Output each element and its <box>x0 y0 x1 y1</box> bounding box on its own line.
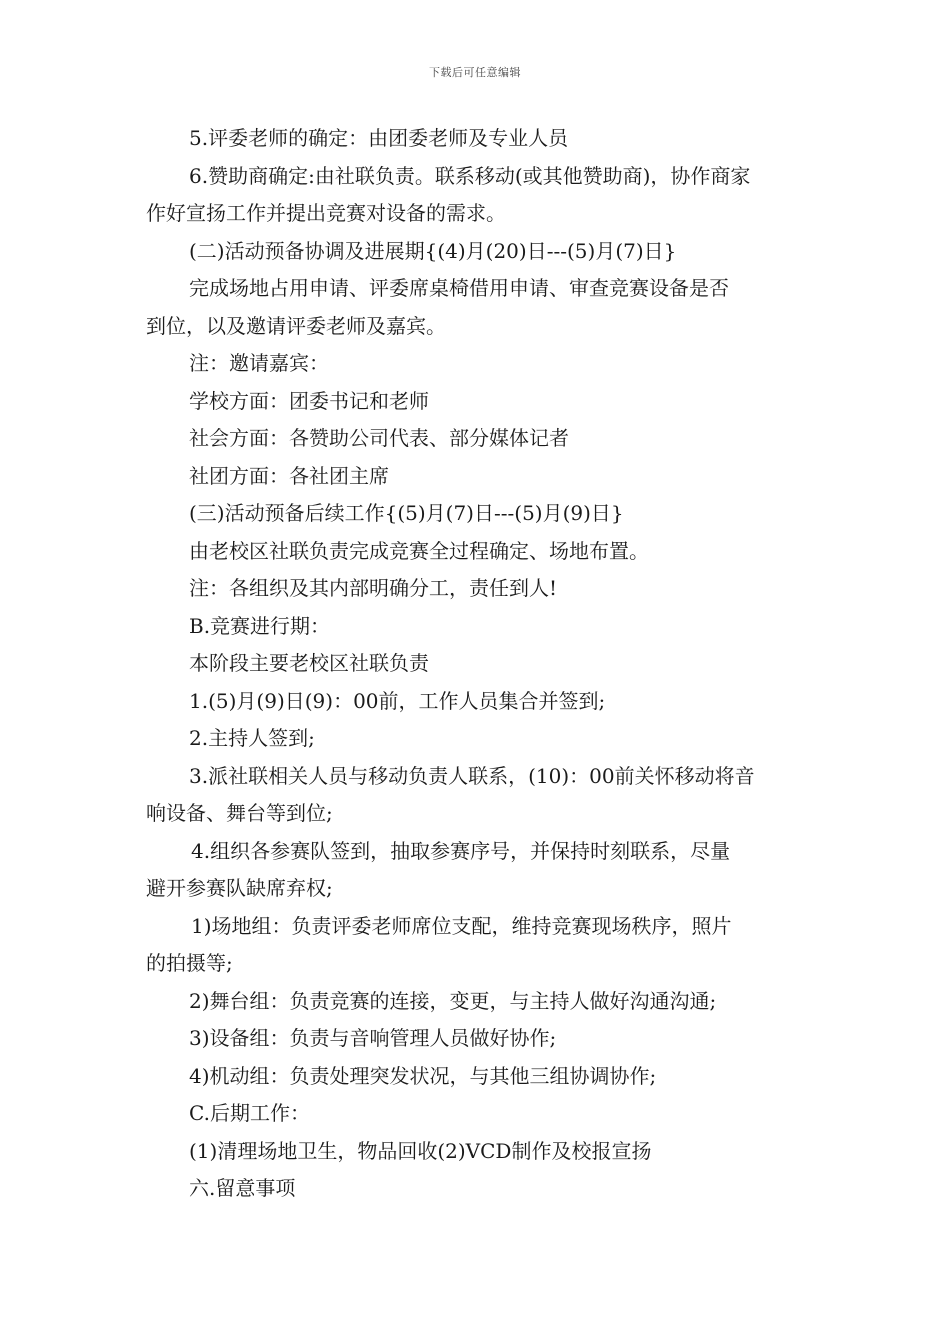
group-stage: 2)舞台组：负责竞赛的连接，变更，与主持人做好沟通沟通; <box>189 988 717 1013</box>
paragraph-venue-line-2: 到位，以及邀请评委老师及嘉宾。 <box>146 313 446 338</box>
step-3-line-2: 响设备、舞台等到位; <box>146 801 333 825</box>
guests-society: 社会方面：各赞助公司代表、部分媒体记者 <box>189 426 569 450</box>
step-3-line-1: 3.派社联相关人员与移动负责人联系，(10)：00前关怀移动将音 <box>189 763 755 788</box>
page-header: 下载后可任意编辑 <box>429 66 521 79</box>
paragraph-sponsor-line-1: 6.赞助商确定:由社联负责。联系移动(或其他赞助商)，协作商家 <box>189 163 751 188</box>
section-heading-notes: 六.留意事项 <box>189 1176 296 1200</box>
section-heading-post: C.后期工作： <box>189 1101 310 1125</box>
step-1: 1.(5)月(9)日(9)：00前，工作人员集合并签到; <box>189 688 606 713</box>
step-4-line-2: 避开参赛队缺席弃权; <box>146 876 333 900</box>
paragraph-layout: 由老校区社联负责完成竞赛全过程确定、场地布置。 <box>189 538 649 563</box>
post-tasks: (1)清理场地卫生，物品回收(2)VCD制作及校报宣扬 <box>189 1138 652 1163</box>
step-4-line-1: 4.组织各参赛队签到，抽取参赛序号，并保持时刻联系，尽量 <box>191 838 731 863</box>
paragraph-responsible: 本阶段主要老校区社联负责 <box>189 651 429 675</box>
note-division: 注：各组织及其内部明确分工，责任到人! <box>189 576 558 600</box>
group-venue-line-2: 的拍摄等; <box>146 951 233 975</box>
section-heading-followup: (三)活动预备后续工作{(5)月(7)日---(5)月(9)日} <box>189 501 624 525</box>
guests-clubs: 社团方面：各社团主席 <box>189 463 389 488</box>
paragraph-venue-line-1: 完成场地占用申请、评委席桌椅借用申请、审查竞赛设备是否 <box>189 276 729 300</box>
paragraph-sponsor-line-2: 作好宣扬工作并提出竞赛对设备的需求。 <box>146 201 506 225</box>
paragraph-judges: 5.评委老师的确定：由团委老师及专业人员 <box>189 126 569 150</box>
section-heading-prep-period: (二)活动预备协调及进展期{(4)月(20)日---(5)月(7)日} <box>189 238 677 263</box>
section-heading-competition: B.竞赛进行期： <box>189 613 331 638</box>
group-venue-line-1: 1)场地组：负责评委老师席位支配，维持竞赛现场秩序，照片 <box>191 913 732 938</box>
document-body <box>146 120 808 1208</box>
note-guests: 注：邀请嘉宾： <box>189 351 329 375</box>
group-mobile: 4)机动组：负责处理突发状况，与其他三组协调协作; <box>189 1063 657 1088</box>
group-equipment: 3)设备组：负责与音响管理人员做好协作; <box>189 1026 557 1050</box>
step-2: 2.主持人签到; <box>189 726 315 750</box>
guests-school: 学校方面：团委书记和老师 <box>189 388 429 413</box>
